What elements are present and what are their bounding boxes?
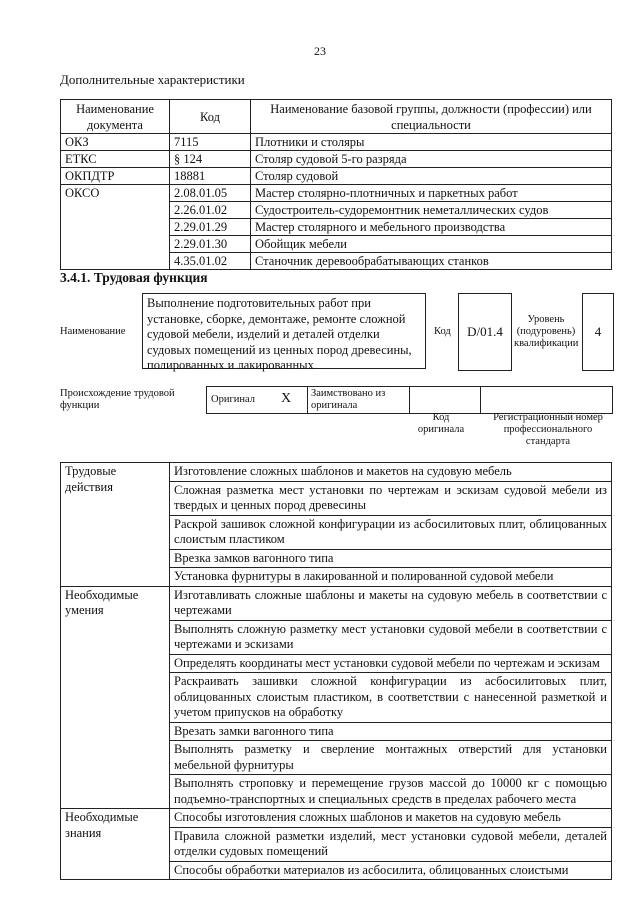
origin-label: Происхождение трудовой функции xyxy=(60,388,175,411)
action-item: Врезка замков вагонного типа xyxy=(170,549,612,568)
skill-item: Раскраивать зашивки сложной конфигурации из асбосилитовых плит, облицованных слоистым пластиком, в соответствии с нанесенной разметкой и учетом припусков на обработку xyxy=(170,673,612,723)
cell-name: Плотники и столяры xyxy=(251,134,612,151)
cell-code: 7115 xyxy=(170,134,251,151)
origin-right-box xyxy=(408,386,613,414)
function-code-label: Код xyxy=(434,326,451,337)
function-details-table xyxy=(60,462,612,880)
skill-item: Выполнять строповку и перемещение грузов массой до 10000 кг с помощью подъемно-транспортных и специальных средств в пределах рабочего места xyxy=(170,775,612,809)
qualification-level-box: 4 xyxy=(582,293,614,371)
cell-name: Судостроитель-судоремонтник неметаллических судов xyxy=(251,202,612,219)
table-row xyxy=(61,168,612,185)
action-item: Раскрой зашивок сложной конфигурации из асбосилитовых плит, облицованных слоистым пластиком xyxy=(170,515,612,549)
table-row xyxy=(61,809,612,828)
skill-item: Врезать замки вагонного типа xyxy=(170,722,612,741)
knowledge-header: Необходимые знания xyxy=(61,809,170,880)
reg-number-label: Регистрационный номер профессионального стандарта xyxy=(493,412,603,447)
cell-name: Столяр судовой 5-го разряда xyxy=(251,151,612,168)
original-label: Оригинал xyxy=(211,394,255,405)
col-header-code: Код xyxy=(170,100,251,134)
knowledge-item: Способы обработки материалов из асбосилита, облицованных слоистыми xyxy=(170,861,612,880)
cell-name: Столяр судовой xyxy=(251,168,612,185)
function-code-box: D/01.4 xyxy=(458,293,512,371)
cell-name: Мастер столярно-плотничных и паркетных работ xyxy=(251,185,612,202)
cell-code: 4.35.01.02 xyxy=(170,253,251,270)
qualification-level-label: Уровень (подуровень) квалификации xyxy=(514,314,579,349)
table-row xyxy=(61,151,612,168)
table-row xyxy=(61,134,612,151)
col-header-document: Наименование документа xyxy=(61,100,170,134)
function-name-label: Наименование xyxy=(60,326,126,337)
cell-code: 2.29.01.29 xyxy=(170,219,251,236)
extra-characteristics-title: Дополнительные характеристики xyxy=(60,72,245,87)
code-original-label: Код оригинала xyxy=(417,412,465,435)
skill-item: Определять координаты мест установки судовой мебели по чертежам и эскизам xyxy=(170,654,612,673)
cell-code: 18881 xyxy=(170,168,251,185)
action-item: Изготовление сложных шаблонов и макетов на судовую мебель xyxy=(170,463,612,482)
extra-characteristics-table xyxy=(60,99,612,270)
cell-name: Мастер столярного и мебельного производства xyxy=(251,219,612,236)
cell-code: § 124 xyxy=(170,151,251,168)
cell-code: 2.08.01.05 xyxy=(170,185,251,202)
origin-divider xyxy=(480,387,481,413)
borrowed-label: Заимствовано из оригинала xyxy=(311,388,386,411)
cell-code: 2.29.01.30 xyxy=(170,236,251,253)
table-row xyxy=(61,586,612,620)
cell-name: Станочник деревообрабатывающих станков xyxy=(251,253,612,270)
cell-document: ЕТКС xyxy=(61,151,170,168)
action-item: Установка фурнитуры в лакированной и полированной судовой мебели xyxy=(170,568,612,587)
original-mark: X xyxy=(281,391,292,406)
cell-document: ОКПДТР xyxy=(61,168,170,185)
knowledge-item: Способы изготовления сложных шаблонов и макетов на судовую мебель xyxy=(170,809,612,828)
cell-document: ОКСО xyxy=(61,185,170,270)
skill-item: Выполнять сложную разметку мест установки судовой мебели в соответствии с чертежами и эскизами xyxy=(170,620,612,654)
cell-name: Обойщик мебели xyxy=(251,236,612,253)
page-number: 23 xyxy=(314,44,326,58)
skill-item: Изготавливать сложные шаблоны и макеты на судовую мебель в соответствии с чертежами xyxy=(170,586,612,620)
action-item: Сложная разметка мест установки по чертежам и эскизам судовой мебели из твердых и ценных пород древесины xyxy=(170,481,612,515)
knowledge-item: Правила сложной разметки изделий, мест установки судовой мебели, деталей отделки судовых помещений xyxy=(170,827,612,861)
skills-header: Необходимые умения xyxy=(61,586,170,809)
function-name-box: Выполнение подготовительных работ при установке, сборке, демонтаже, ремонте сложной судовой мебели, изделий и деталей отделки судовых помещений из ценных пород древесины, полированных и лакированных xyxy=(142,293,426,369)
actions-header: Трудовые действия xyxy=(61,463,170,587)
skill-item: Выполнять разметку и сверление монтажных отверстий для установки мебельной фурнитуры xyxy=(170,741,612,775)
table-row xyxy=(61,463,612,482)
cell-code: 2.26.01.02 xyxy=(170,202,251,219)
cell-document: ОКЗ xyxy=(61,134,170,151)
table-row xyxy=(61,185,612,202)
origin-box xyxy=(206,386,410,414)
section-title: 3.4.1. Трудовая функция xyxy=(60,270,208,285)
col-header-name: Наименование базовой группы, должности (профессии) или специальности xyxy=(251,100,612,134)
